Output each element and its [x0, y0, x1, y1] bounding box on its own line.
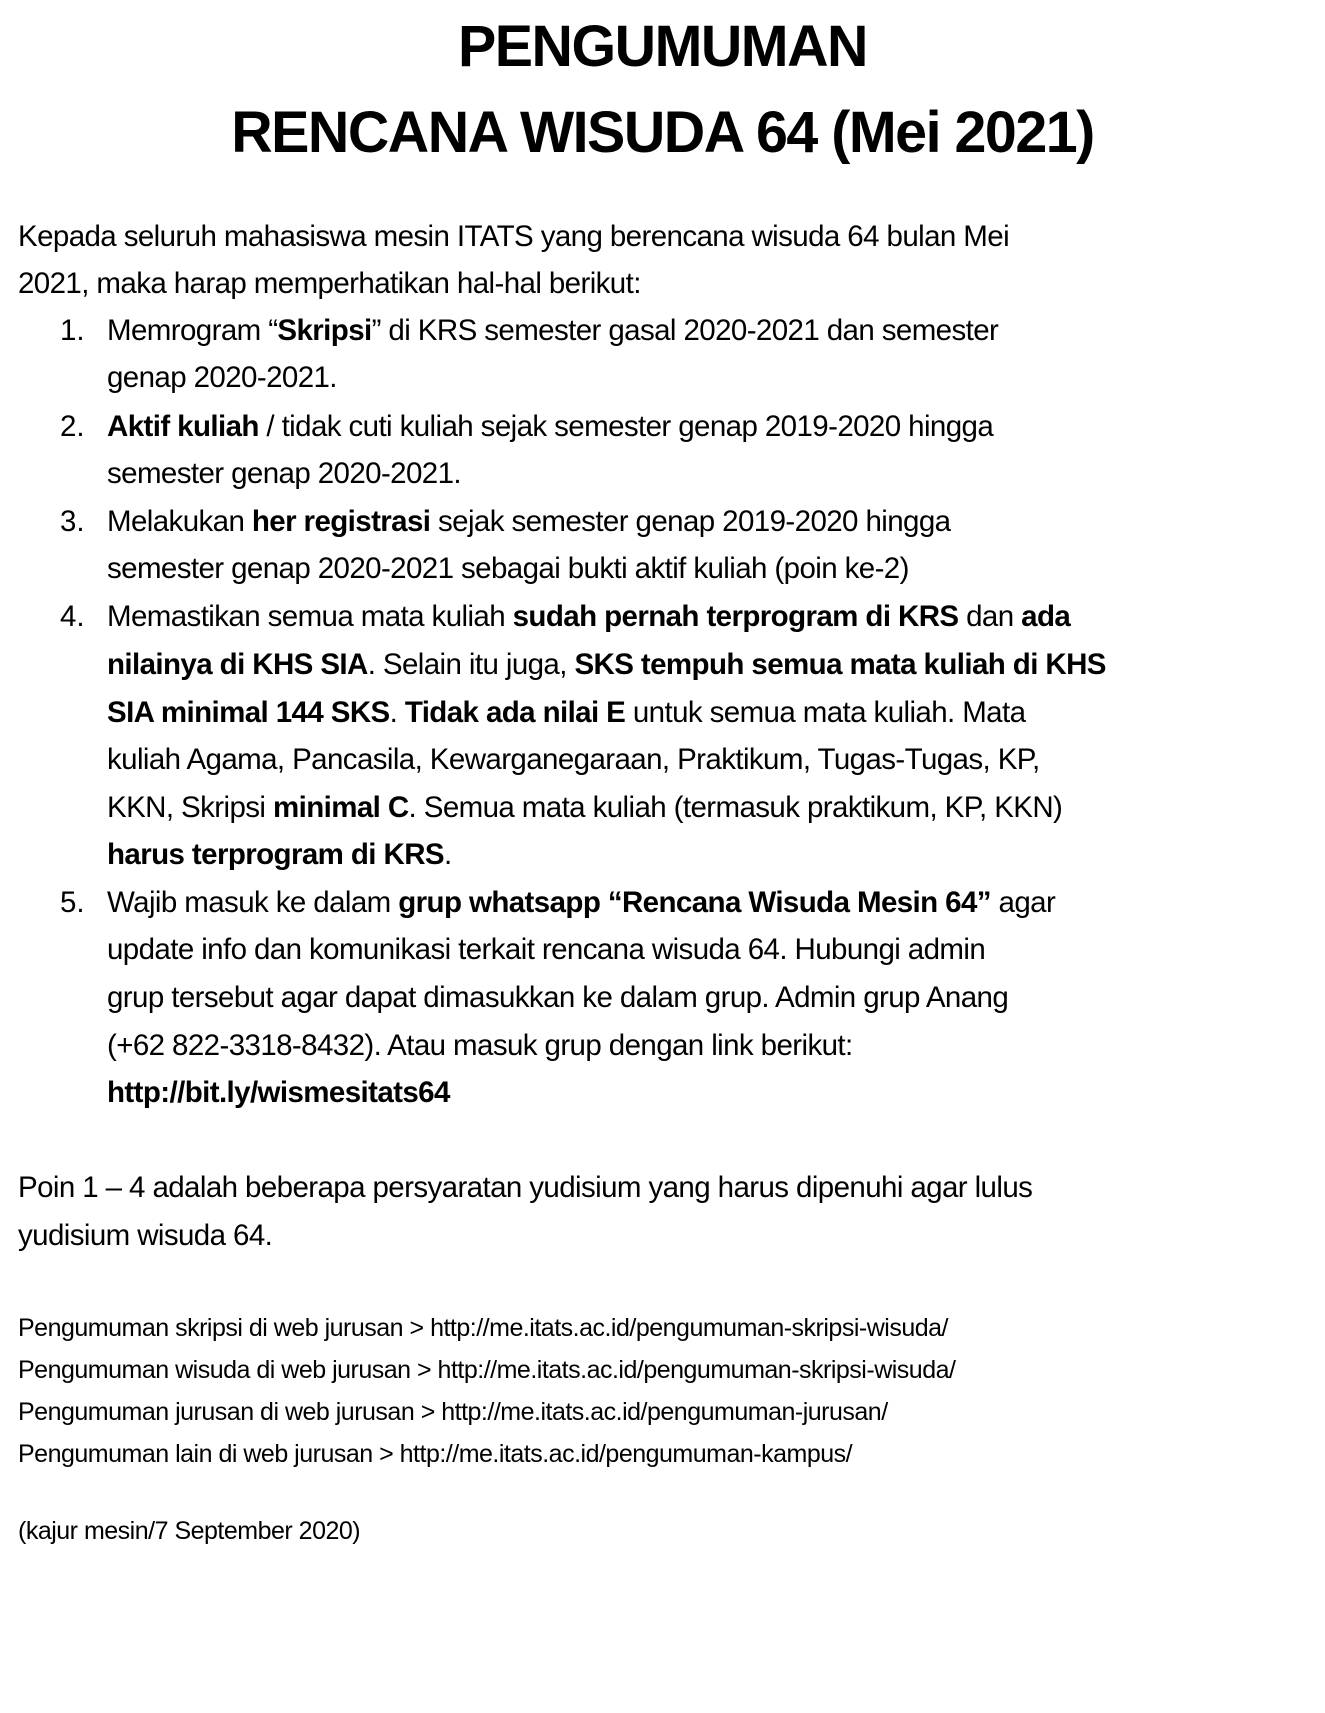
admin-contact: (+62 822-3318-8432). Atau masuk grup dengan link berikut: — [107, 1029, 853, 1062]
item-line — [107, 888, 1055, 918]
text-run: Wajib masuk ke dalam — [107, 886, 399, 919]
item-number: 1. — [60, 314, 85, 347]
text-run: kuliah Agama, Pancasila, Kewarganegaraan, Praktikum, Tugas-Tugas, KP, — [107, 743, 1040, 776]
link-kampus[interactable]: Pengumuman lain di web jurusan > http://me.itats.ac.id/pengumuman-kampus/ — [18, 1440, 853, 1468]
text-run-bold: ada — [1021, 600, 1071, 633]
item-line — [107, 935, 985, 965]
text-run: KKN, Skripsi — [107, 791, 273, 824]
text-run: untuk semua mata kuliah. Mata — [625, 696, 1026, 729]
link-skripsi[interactable]: Pengumuman skripsi di web jurusan > http://me.itats.ac.id/pengumuman-skripsi-wisuda/ — [18, 1314, 948, 1342]
text-run-bold: harus terprogram di KRS — [107, 838, 444, 871]
item-line — [107, 602, 1070, 632]
text-run-bold: Aktif kuliah — [107, 410, 259, 443]
item-line — [107, 698, 1025, 728]
item-number: 2. — [60, 410, 85, 443]
title-line-2: RENCANA WISUDA 64 (Mei 2021) — [231, 100, 1094, 165]
item-line — [107, 650, 1106, 680]
text-run-bold: minimal C — [272, 791, 409, 824]
item-number: 5. — [60, 886, 85, 919]
item-line — [107, 554, 909, 584]
text-run: semester genap 2020-2021 sebagai bukti aktif kuliah (poin ke-2) — [107, 552, 909, 585]
item-line — [107, 412, 993, 442]
text-run-bold: Tidak ada nilai E — [404, 696, 626, 729]
item-line — [107, 840, 452, 870]
intro-line: 2021, maka harap memperhatikan hal-hal berikut: — [18, 267, 641, 300]
item-line — [107, 983, 1008, 1013]
link-wisuda[interactable]: Pengumuman wisuda di web jurusan > http://me.itats.ac.id/pengumuman-skripsi-wisuda/ — [18, 1356, 956, 1384]
text-run: / tidak cuti kuliah sejak semester genap 2019-2020 hingga — [258, 410, 994, 443]
intro-line: Kepada seluruh mahasiswa mesin ITATS yang berencana wisuda 64 bulan Mei — [18, 220, 1010, 253]
text-run: ” di KRS semester gasal 2020-2021 dan semester — [371, 314, 999, 347]
item-line — [107, 459, 461, 489]
text-run-bold: sudah pernah terprogram di KRS — [512, 600, 959, 633]
item-number: 3. — [60, 505, 85, 538]
text-run: grup tersebut agar dapat dimasukkan ke dalam grup. Admin grup Anang — [107, 981, 1009, 1014]
signature: (kajur mesin/7 September 2020) — [18, 1517, 361, 1545]
text-run-bold: Skripsi — [277, 314, 372, 347]
item-line — [107, 793, 1062, 823]
note-line: Poin 1 – 4 adalah beberapa persyaratan yudisium yang harus dipenuhi agar lulus — [18, 1171, 1033, 1204]
link-jurusan[interactable]: Pengumuman jurusan di web jurusan > http://me.itats.ac.id/pengumuman-jurusan/ — [18, 1398, 888, 1426]
text-run-bold: nilainya di KHS SIA — [107, 648, 368, 681]
note-line: yudisium wisuda 64. — [18, 1219, 273, 1252]
whatsapp-group-link[interactable]: http://bit.ly/wismesitats64 — [107, 1076, 450, 1109]
text-run: Memrogram “ — [107, 314, 278, 347]
text-run-bold: her registrasi — [251, 505, 431, 538]
whatsapp-group-name: grup whatsapp “Rencana Wisuda Mesin 64” — [398, 886, 991, 919]
text-run: . — [444, 838, 452, 871]
text-run: sejak semester genap 2019-2020 hingga — [430, 505, 951, 538]
text-run-bold: SKS tempuh semua mata kuliah di KHS — [574, 648, 1106, 681]
text-run: Memastikan semua mata kuliah — [107, 600, 513, 633]
text-run: . — [389, 696, 405, 729]
text-run: dan — [958, 600, 1022, 633]
item-line — [107, 316, 998, 346]
item-number: 4. — [60, 600, 85, 633]
text-run: Melakukan — [107, 505, 252, 538]
text-run: . Semua mata kuliah (termasuk praktikum, KP, KKN) — [408, 791, 1063, 824]
text-run: update info dan komunikasi terkait rencana wisuda 64. Hubungi admin — [107, 933, 986, 966]
item-line — [107, 1031, 853, 1061]
item-line — [107, 745, 1040, 775]
text-run: . Selain itu juga, — [367, 648, 575, 681]
item-line — [107, 363, 337, 393]
title-line-1: PENGUMUMAN — [457, 14, 867, 79]
text-run-bold: SIA minimal 144 SKS — [107, 696, 390, 729]
text-run: genap 2020-2021. — [107, 361, 337, 394]
text-run: agar — [990, 886, 1056, 919]
text-run: semester genap 2020-2021. — [107, 457, 462, 490]
item-line — [107, 507, 950, 537]
